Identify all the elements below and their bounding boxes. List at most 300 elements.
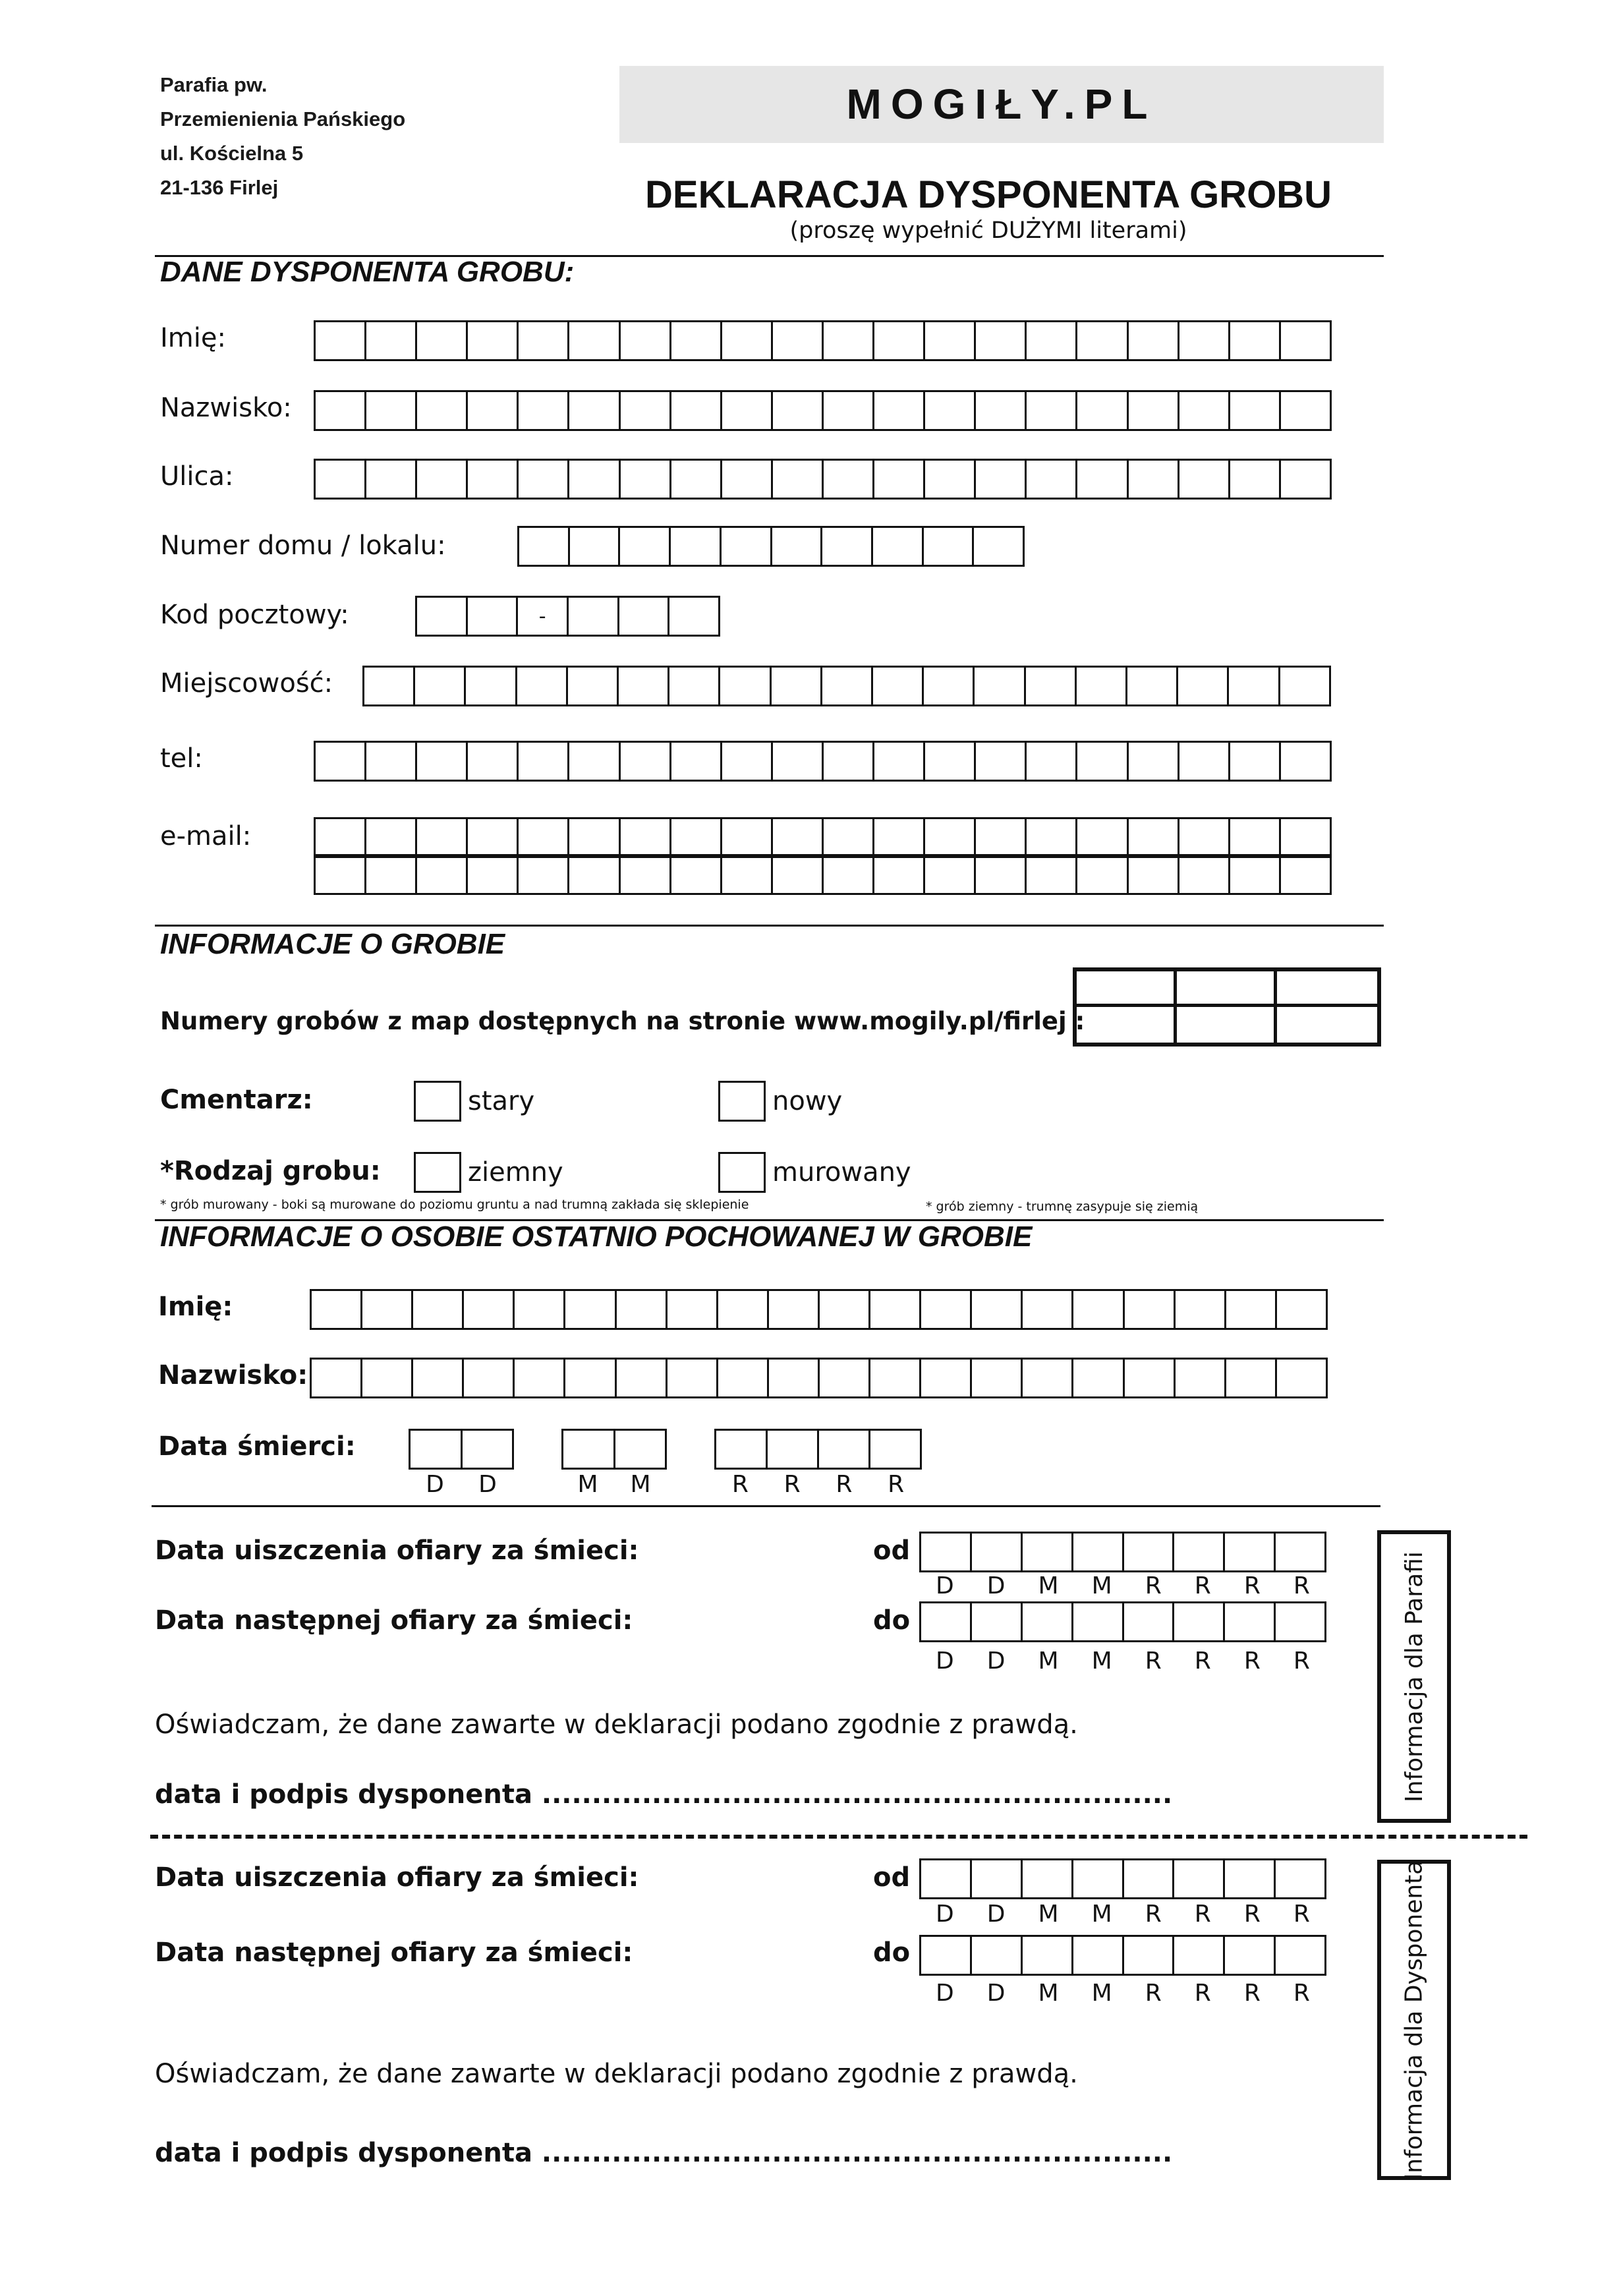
letter-cell[interactable] bbox=[312, 1291, 362, 1328]
letter-cell[interactable] bbox=[722, 528, 772, 565]
letter-cell[interactable] bbox=[870, 1431, 920, 1468]
letter-cell[interactable] bbox=[976, 856, 1027, 893]
letter-cell[interactable] bbox=[517, 668, 568, 704]
letter-cell[interactable] bbox=[621, 461, 671, 498]
parish-line-1: Parafia pw. bbox=[160, 73, 268, 96]
letter-cell[interactable] bbox=[316, 856, 366, 893]
letter-cell[interactable] bbox=[1023, 1860, 1073, 1897]
signature-line: data i podpis dysponenta ............................................................... bbox=[155, 1779, 1173, 1810]
letter-cell[interactable] bbox=[874, 392, 925, 429]
letter-cell[interactable] bbox=[366, 819, 417, 856]
letter-cell[interactable] bbox=[874, 856, 925, 893]
letter-cell[interactable] bbox=[519, 743, 569, 780]
letter-cell[interactable] bbox=[617, 1360, 667, 1396]
letter-cell[interactable] bbox=[1023, 1603, 1073, 1640]
letter-cell[interactable] bbox=[976, 461, 1027, 498]
letter-cell[interactable] bbox=[1230, 322, 1281, 359]
field-deceased-last-name[interactable] bbox=[310, 1358, 1328, 1398]
letter-cell[interactable] bbox=[1023, 1291, 1073, 1328]
letter-cell[interactable] bbox=[722, 392, 773, 429]
letter-cell[interactable] bbox=[1023, 1534, 1073, 1570]
hint-m: M bbox=[1091, 1648, 1112, 1675]
field-death-day[interactable] bbox=[409, 1429, 514, 1470]
letter-cell[interactable] bbox=[1281, 461, 1330, 498]
letter-cell[interactable] bbox=[1073, 1360, 1124, 1396]
letter-cell[interactable] bbox=[1179, 322, 1230, 359]
letter-cell[interactable] bbox=[1077, 819, 1128, 856]
letter-cell[interactable] bbox=[464, 1360, 515, 1396]
letter-cell[interactable] bbox=[772, 528, 823, 565]
letter-cell[interactable] bbox=[1174, 1603, 1225, 1640]
letter-cell[interactable] bbox=[976, 392, 1027, 429]
letter-cell[interactable] bbox=[1124, 1534, 1175, 1570]
field-house-number[interactable] bbox=[517, 526, 1025, 567]
letter-cell[interactable] bbox=[972, 1291, 1023, 1328]
letter-cell[interactable] bbox=[468, 322, 519, 359]
letter-cell[interactable] bbox=[621, 322, 671, 359]
letter-cell[interactable] bbox=[563, 1431, 615, 1468]
letter-cell[interactable] bbox=[464, 1291, 515, 1328]
letter-cell[interactable] bbox=[925, 856, 976, 893]
letter-cell[interactable] bbox=[1174, 1937, 1225, 1974]
letter-cell[interactable] bbox=[921, 1937, 972, 1974]
letter-cell[interactable] bbox=[1281, 856, 1330, 893]
letter-cell[interactable] bbox=[316, 743, 366, 780]
letter-cell[interactable] bbox=[568, 668, 619, 704]
letter-cell[interactable] bbox=[1073, 1534, 1124, 1570]
field-email-row-1[interactable] bbox=[314, 817, 1332, 858]
letter-cell[interactable] bbox=[1174, 1860, 1225, 1897]
letter-cell[interactable] bbox=[1073, 1603, 1124, 1640]
letter-cell[interactable] bbox=[1276, 1603, 1324, 1640]
letter-cell[interactable] bbox=[1124, 1860, 1175, 1897]
letter-cell[interactable] bbox=[976, 322, 1027, 359]
letter-cell[interactable] bbox=[772, 668, 822, 704]
field-phone[interactable] bbox=[314, 741, 1332, 782]
letter-cell[interactable] bbox=[468, 461, 519, 498]
hint-r: R bbox=[888, 1471, 905, 1498]
parish-copy-label: Informacja dla Parafii bbox=[1400, 1551, 1428, 1802]
hint-r: R bbox=[1145, 1901, 1162, 1928]
label-death-date: Data śmierci: bbox=[158, 1431, 356, 1462]
grave-numbers-label: Numery grobów z map dostępnych na stronie www.mogily.pl/firlej : bbox=[160, 1007, 1085, 1035]
letter-cell[interactable] bbox=[769, 1360, 820, 1396]
label-to: do bbox=[873, 1605, 911, 1636]
letter-cell[interactable] bbox=[824, 819, 874, 856]
letter-cell[interactable] bbox=[569, 392, 620, 429]
field-death-year[interactable] bbox=[714, 1429, 922, 1470]
letter-cell[interactable] bbox=[411, 1431, 463, 1468]
field-grave-numbers[interactable] bbox=[1073, 967, 1381, 1047]
label-email: e-mail: bbox=[160, 821, 252, 851]
letter-cell[interactable] bbox=[519, 461, 569, 498]
letter-cell[interactable] bbox=[1230, 461, 1281, 498]
checkbox-masonry-grave[interactable] bbox=[718, 1152, 766, 1193]
letter-cell[interactable] bbox=[366, 856, 417, 893]
letter-cell[interactable] bbox=[413, 1360, 464, 1396]
letter-cell[interactable] bbox=[1230, 392, 1281, 429]
letter-cell[interactable] bbox=[924, 668, 975, 704]
letter-cell[interactable] bbox=[621, 743, 671, 780]
letter-cell[interactable] bbox=[1225, 1603, 1276, 1640]
letter-cell[interactable] bbox=[972, 1860, 1023, 1897]
field-payment-to-date[interactable] bbox=[919, 1601, 1326, 1642]
field-city[interactable] bbox=[362, 666, 1331, 706]
letter-cell[interactable] bbox=[820, 1291, 870, 1328]
letter-cell[interactable] bbox=[972, 1603, 1023, 1640]
letter-cell[interactable] bbox=[362, 1360, 413, 1396]
hint-m: M bbox=[1091, 1572, 1112, 1599]
hint-r: R bbox=[1145, 1980, 1162, 2007]
letter-cell[interactable] bbox=[976, 743, 1027, 780]
letter-cell[interactable] bbox=[1027, 392, 1077, 429]
hint-r: R bbox=[1293, 1648, 1310, 1675]
letter-cell[interactable] bbox=[366, 322, 417, 359]
hint-r: R bbox=[1194, 1572, 1211, 1599]
letter-cell[interactable] bbox=[874, 743, 925, 780]
letter-cell[interactable] bbox=[722, 461, 773, 498]
letter-cell[interactable] bbox=[972, 1937, 1023, 1974]
letter-cell[interactable] bbox=[1230, 819, 1281, 856]
letter-cell[interactable] bbox=[722, 743, 773, 780]
field-payment-from-date[interactable] bbox=[919, 1858, 1326, 1899]
letter-cell[interactable] bbox=[1027, 856, 1077, 893]
letter-cell[interactable] bbox=[873, 528, 924, 565]
letter-cell[interactable] bbox=[1277, 1360, 1326, 1396]
letter-cell[interactable] bbox=[1129, 743, 1179, 780]
letter-cell[interactable] bbox=[519, 392, 569, 429]
letter-cell[interactable] bbox=[312, 1360, 362, 1396]
owner-copy-box bbox=[1377, 1860, 1451, 2180]
letter-cell[interactable] bbox=[1077, 322, 1128, 359]
letter-cell[interactable] bbox=[1077, 856, 1128, 893]
letter-cell[interactable] bbox=[972, 1360, 1023, 1396]
letter-cell[interactable] bbox=[773, 743, 824, 780]
letter-cell[interactable] bbox=[870, 1360, 921, 1396]
letter-cell[interactable] bbox=[617, 1291, 667, 1328]
letter-cell[interactable] bbox=[569, 819, 620, 856]
letter-cell[interactable] bbox=[468, 819, 519, 856]
letter-cell[interactable] bbox=[976, 819, 1027, 856]
letter-cell[interactable] bbox=[925, 819, 976, 856]
letter-cell[interactable] bbox=[565, 1291, 616, 1328]
letter-cell[interactable] bbox=[667, 1291, 718, 1328]
parish-address bbox=[160, 68, 405, 205]
letter-cell[interactable] bbox=[1023, 1937, 1073, 1974]
field-deceased-first-name[interactable] bbox=[310, 1289, 1328, 1330]
letter-cell[interactable] bbox=[519, 856, 569, 893]
field-email-row-2[interactable] bbox=[314, 854, 1332, 895]
letter-cell[interactable] bbox=[468, 856, 519, 893]
checkbox-old-cemetery[interactable] bbox=[414, 1081, 461, 1122]
letter-cell[interactable] bbox=[1179, 743, 1230, 780]
letter-cell[interactable] bbox=[316, 322, 366, 359]
letter-cell[interactable] bbox=[921, 1360, 972, 1396]
hint-m: M bbox=[577, 1471, 598, 1498]
letter-cell[interactable] bbox=[921, 1603, 972, 1640]
section-heading-grave: INFORMACJE O GROBIE bbox=[160, 928, 505, 960]
letter-cell[interactable] bbox=[621, 856, 671, 893]
letter-cell[interactable] bbox=[1276, 1860, 1324, 1897]
label-next-payment-date: Data następnej ofiary za śmieci: bbox=[155, 1605, 633, 1636]
letter-cell[interactable] bbox=[468, 392, 519, 429]
letter-cell[interactable] bbox=[1230, 856, 1281, 893]
letter-cell[interactable] bbox=[773, 392, 824, 429]
letter-cell[interactable] bbox=[1125, 1360, 1176, 1396]
letter-cell[interactable] bbox=[1281, 743, 1330, 780]
letter-cell[interactable] bbox=[1280, 668, 1329, 704]
letter-cell[interactable] bbox=[1073, 1860, 1124, 1897]
letter-cell[interactable] bbox=[1178, 668, 1229, 704]
letter-cell[interactable] bbox=[874, 819, 925, 856]
letter-cell[interactable] bbox=[1281, 322, 1330, 359]
label-old-cemetery: stary bbox=[468, 1086, 535, 1116]
letter-cell[interactable] bbox=[722, 322, 773, 359]
letter-cell[interactable] bbox=[1125, 1291, 1176, 1328]
field-death-month[interactable] bbox=[561, 1429, 667, 1470]
letter-cell[interactable] bbox=[1026, 668, 1077, 704]
section-heading-deceased: INFORMACJE O OSOBIE OSTATNIO POCHOWANEJ W GROBIE bbox=[160, 1220, 1033, 1253]
letter-cell[interactable] bbox=[366, 392, 417, 429]
letter-cell[interactable] bbox=[1124, 1603, 1175, 1640]
letter-cell[interactable] bbox=[1127, 668, 1178, 704]
label-last-name: Nazwisko: bbox=[160, 393, 292, 423]
letter-cell[interactable] bbox=[417, 856, 468, 893]
letter-cell[interactable] bbox=[921, 1291, 972, 1328]
field-street[interactable] bbox=[314, 459, 1332, 500]
hint-r: R bbox=[1194, 1901, 1211, 1928]
letter-cell[interactable] bbox=[824, 856, 874, 893]
letter-cell[interactable] bbox=[1281, 819, 1330, 856]
parish-line-3: ul. Kościelna 5 bbox=[160, 142, 304, 165]
letter-cell[interactable] bbox=[820, 1360, 870, 1396]
letter-cell[interactable] bbox=[366, 461, 417, 498]
letter-cell[interactable] bbox=[415, 668, 466, 704]
field-payment-to-date[interactable] bbox=[919, 1935, 1326, 1976]
hint-d: D bbox=[986, 1648, 1006, 1675]
letter-cell[interactable] bbox=[925, 461, 976, 498]
letter-cell[interactable] bbox=[413, 1291, 464, 1328]
letter-cell[interactable] bbox=[1023, 1360, 1073, 1396]
label-to: do bbox=[873, 1937, 911, 1968]
declaration-statement: Oświadczam, że dane zawarte w deklaracji podano zgodnie z prawdą. bbox=[155, 2059, 1078, 2089]
letter-cell[interactable] bbox=[1129, 322, 1179, 359]
letter-cell[interactable] bbox=[667, 1360, 718, 1396]
letter-cell[interactable] bbox=[822, 528, 873, 565]
letter-cell[interactable] bbox=[1277, 1291, 1326, 1328]
letter-cell[interactable] bbox=[768, 1431, 819, 1468]
divider bbox=[155, 925, 1384, 927]
letter-cell[interactable] bbox=[874, 322, 925, 359]
letter-cell[interactable] bbox=[1077, 392, 1128, 429]
letter-cell[interactable] bbox=[463, 1431, 513, 1468]
field-last-name[interactable] bbox=[314, 390, 1332, 431]
letter-cell[interactable] bbox=[671, 392, 722, 429]
letter-cell[interactable] bbox=[615, 1431, 666, 1468]
letter-cell[interactable] bbox=[718, 1291, 769, 1328]
letter-cell[interactable] bbox=[515, 1291, 565, 1328]
letter-cell[interactable] bbox=[1225, 1860, 1276, 1897]
letter-cell[interactable] bbox=[671, 322, 722, 359]
label-from: od bbox=[873, 1535, 911, 1566]
letter-cell[interactable] bbox=[417, 461, 468, 498]
letter-cell[interactable] bbox=[569, 856, 620, 893]
letter-cell[interactable] bbox=[921, 1860, 972, 1897]
letter-cell[interactable] bbox=[974, 528, 1023, 565]
letter-cell[interactable] bbox=[620, 528, 671, 565]
hint-r: R bbox=[1243, 1572, 1261, 1599]
letter-cell[interactable] bbox=[621, 819, 671, 856]
letter-cell[interactable] bbox=[364, 668, 415, 704]
letter-cell[interactable] bbox=[1179, 392, 1230, 429]
checkbox-earth-grave[interactable] bbox=[414, 1152, 461, 1193]
letter-cell[interactable] bbox=[671, 856, 722, 893]
letter-cell[interactable] bbox=[1226, 1360, 1277, 1396]
letter-cell[interactable] bbox=[1226, 1291, 1277, 1328]
letter-cell[interactable] bbox=[1179, 461, 1230, 498]
letter-cell[interactable] bbox=[1276, 1937, 1324, 1974]
letter-cell[interactable] bbox=[1077, 668, 1127, 704]
letter-cell[interactable] bbox=[819, 1431, 870, 1468]
letter-cell[interactable] bbox=[773, 819, 824, 856]
letter-cell[interactable] bbox=[1124, 1937, 1175, 1974]
letter-cell[interactable] bbox=[1027, 819, 1077, 856]
letter-cell[interactable] bbox=[515, 1360, 565, 1396]
letter-cell[interactable] bbox=[671, 461, 722, 498]
letter-cell[interactable] bbox=[1073, 1937, 1124, 1974]
letter-cell[interactable] bbox=[316, 392, 366, 429]
hint-d: D bbox=[986, 1901, 1006, 1928]
letter-cell[interactable] bbox=[1276, 1534, 1324, 1570]
letter-cell[interactable] bbox=[824, 461, 874, 498]
letter-cell[interactable] bbox=[925, 743, 976, 780]
hint-r: R bbox=[1145, 1572, 1162, 1599]
letter-cell[interactable] bbox=[773, 322, 824, 359]
letter-cell[interactable] bbox=[1129, 461, 1179, 498]
hint-r: R bbox=[731, 1471, 749, 1498]
letter-cell[interactable] bbox=[619, 668, 669, 704]
letter-cell[interactable] bbox=[316, 819, 366, 856]
letter-cell[interactable] bbox=[362, 1291, 413, 1328]
letter-cell[interactable] bbox=[417, 819, 468, 856]
footnote-earth: * grób ziemny - trumnę zasypuje się ziemią bbox=[926, 1199, 1199, 1214]
letter-cell[interactable] bbox=[1174, 1534, 1225, 1570]
letter-cell[interactable] bbox=[921, 1534, 972, 1570]
letter-cell[interactable] bbox=[874, 461, 925, 498]
letter-cell[interactable] bbox=[1225, 1937, 1276, 1974]
letter-cell[interactable] bbox=[466, 668, 517, 704]
letter-cell[interactable] bbox=[925, 322, 976, 359]
hint-d: D bbox=[478, 1471, 497, 1498]
letter-cell[interactable] bbox=[925, 392, 976, 429]
hint-m: M bbox=[1091, 1901, 1112, 1928]
label-deceased-last-name: Nazwisko: bbox=[158, 1360, 308, 1391]
letter-cell[interactable] bbox=[417, 322, 468, 359]
letter-cell[interactable] bbox=[1179, 856, 1230, 893]
letter-cell[interactable] bbox=[716, 1431, 768, 1468]
hint-r: R bbox=[1243, 1901, 1261, 1928]
letter-cell[interactable] bbox=[669, 668, 720, 704]
letter-cell[interactable] bbox=[1027, 322, 1077, 359]
checkbox-new-cemetery[interactable] bbox=[718, 1081, 766, 1122]
field-payment-from-date[interactable] bbox=[919, 1532, 1326, 1572]
letter-cell[interactable] bbox=[1027, 743, 1077, 780]
letter-cell[interactable] bbox=[417, 392, 468, 429]
letter-cell[interactable] bbox=[621, 392, 671, 429]
footnote-masonry: * grób murowany - boki są murowane do poziomu gruntu a nad trumną zakłada się sklepienie bbox=[160, 1197, 749, 1212]
hint-d: D bbox=[936, 1648, 954, 1675]
letter-cell[interactable] bbox=[824, 322, 874, 359]
field-postal-code[interactable] bbox=[415, 596, 720, 637]
letter-cell[interactable] bbox=[1077, 461, 1128, 498]
letter-cell[interactable] bbox=[366, 743, 417, 780]
letter-cell[interactable] bbox=[1176, 1291, 1226, 1328]
hint-r: R bbox=[1243, 1648, 1261, 1675]
letter-cell[interactable] bbox=[519, 819, 569, 856]
letter-cell[interactable] bbox=[822, 668, 873, 704]
letter-cell[interactable] bbox=[1027, 461, 1077, 498]
letter-cell[interactable] bbox=[1129, 819, 1179, 856]
letter-cell[interactable] bbox=[773, 856, 824, 893]
hint-d: D bbox=[936, 1901, 954, 1928]
letter-cell[interactable] bbox=[924, 528, 975, 565]
letter-cell[interactable] bbox=[1225, 1534, 1276, 1570]
letter-cell[interactable] bbox=[570, 528, 621, 565]
letter-cell[interactable] bbox=[870, 1291, 921, 1328]
letter-cell[interactable] bbox=[1179, 819, 1230, 856]
letter-cell[interactable] bbox=[569, 322, 620, 359]
letter-cell[interactable] bbox=[722, 856, 773, 893]
letter-cell[interactable] bbox=[873, 668, 924, 704]
hint-r: R bbox=[783, 1471, 801, 1498]
letter-cell[interactable] bbox=[972, 1534, 1023, 1570]
letter-cell[interactable] bbox=[316, 461, 366, 498]
letter-cell[interactable] bbox=[569, 743, 620, 780]
document-subtitle: (proszę wypełnić DUŻYMI literami) bbox=[789, 217, 1187, 244]
letter-cell[interactable] bbox=[417, 743, 468, 780]
label-house-number: Numer domu / lokalu: bbox=[160, 531, 446, 561]
letter-cell[interactable] bbox=[824, 743, 874, 780]
letter-cell[interactable] bbox=[773, 461, 824, 498]
letter-cell[interactable] bbox=[671, 528, 722, 565]
letter-cell[interactable] bbox=[1077, 743, 1128, 780]
letter-cell[interactable] bbox=[1073, 1291, 1124, 1328]
letter-cell[interactable] bbox=[565, 1360, 616, 1396]
payment-from-date-hint bbox=[919, 1572, 1326, 1599]
letter-cell[interactable] bbox=[1176, 1360, 1226, 1396]
letter-cell[interactable] bbox=[569, 461, 620, 498]
letter-cell[interactable] bbox=[975, 668, 1025, 704]
field-first-name[interactable] bbox=[314, 320, 1332, 361]
letter-cell[interactable] bbox=[671, 743, 722, 780]
label-payment-date: Data uiszczenia ofiary za śmieci: bbox=[155, 1535, 639, 1566]
letter-cell[interactable] bbox=[519, 528, 570, 565]
letter-cell[interactable] bbox=[1281, 392, 1330, 429]
letter-cell[interactable] bbox=[824, 392, 874, 429]
letter-cell[interactable] bbox=[722, 819, 773, 856]
letter-cell[interactable] bbox=[1229, 668, 1280, 704]
letter-cell[interactable] bbox=[519, 322, 569, 359]
letter-cell[interactable] bbox=[718, 1360, 769, 1396]
letter-cell[interactable] bbox=[1129, 856, 1179, 893]
letter-cell[interactable] bbox=[1129, 392, 1179, 429]
letter-cell[interactable] bbox=[720, 668, 771, 704]
letter-cell[interactable] bbox=[769, 1291, 820, 1328]
hint-r: R bbox=[1194, 1648, 1211, 1675]
letter-cell[interactable] bbox=[671, 819, 722, 856]
letter-cell[interactable] bbox=[468, 743, 519, 780]
letter-cell[interactable] bbox=[1230, 743, 1281, 780]
